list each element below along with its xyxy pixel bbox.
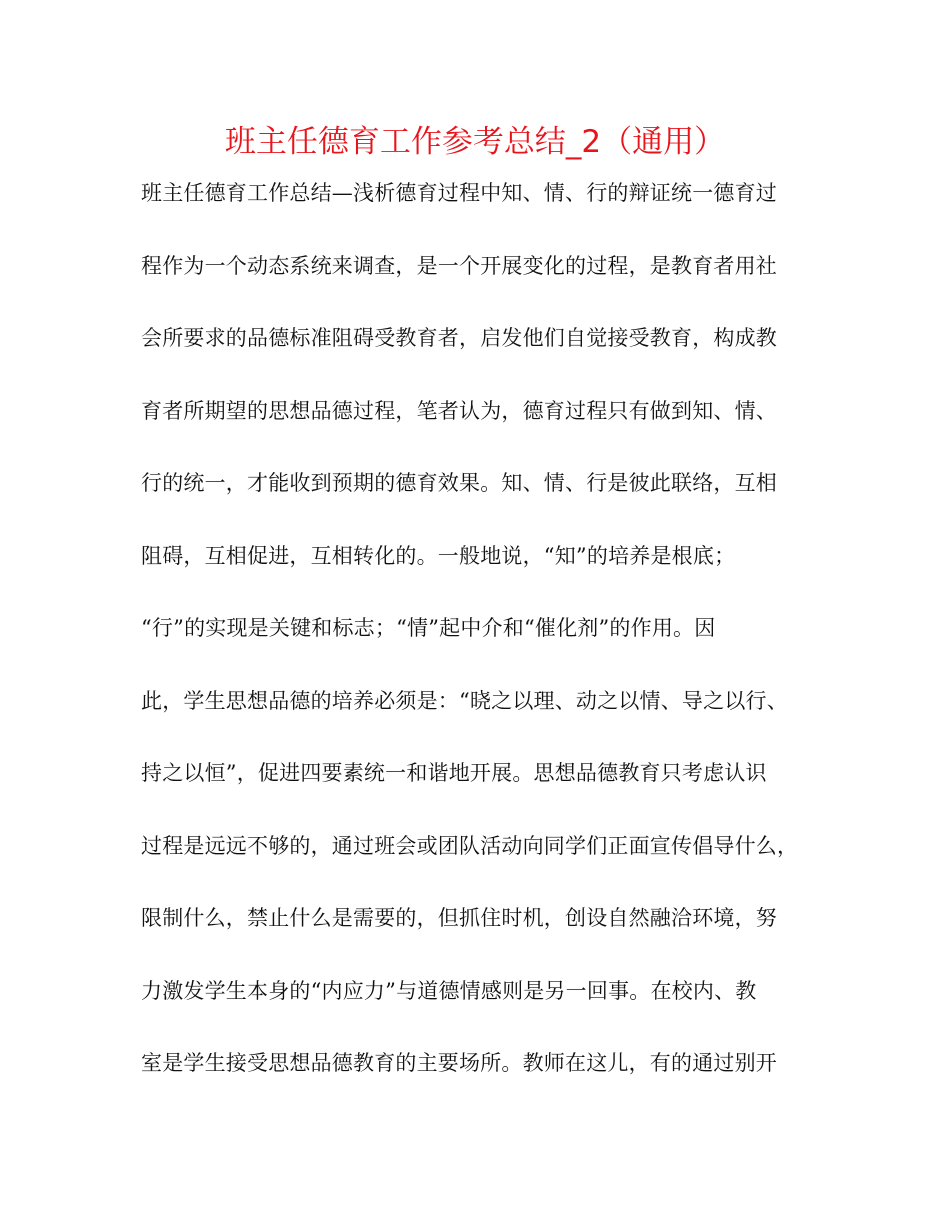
body-line-7: “行”的实现是关键和标志；“情”起中介和“催化剂”的作用。因 <box>141 616 716 640</box>
body-line-9: 持之以恒”，促进四要素统一和谐地开展。思想品德教育只考虑认识 <box>141 761 767 785</box>
body-line-8: 此，学生思想品德的培养必须是：“晓之以理、动之以情、导之以行、 <box>141 688 788 713</box>
body-line-12: 力激发学生本身的“内应力”与道德情感则是另一回事。在校内、教 <box>141 978 757 1003</box>
body-line-5: 行的统一，才能收到预期的德育效果。知、情、行是彼此联络，互相 <box>141 471 777 495</box>
body-line-4: 育者所期望的思想品德过程，笔者认为，德育过程只有做到知、情、 <box>141 398 777 423</box>
body-line-10: 过程是远远不够的，通过班会或团队活动向同学们正面宣传倡导什么， <box>141 833 799 858</box>
document-title: 班主任德育工作参考总结_2（通用） <box>224 124 726 160</box>
document-body <box>141 173 821 1116</box>
body-line-13: 室是学生接受思想品德教育的主要场所。教师在这儿，有的通过别开 <box>141 1051 777 1075</box>
body-line-11: 限制什么，禁止什么是需要的，但抓住时机，创设自然融洽环境，努 <box>141 906 777 930</box>
body-line-2: 程作为一个动态系统来调查，是一个开展变化的过程，是教育者用社 <box>141 253 777 278</box>
body-line-1: 班主任德育工作总结—浅析德育过程中知、情、行的辩证统一德育过 <box>141 181 777 205</box>
body-line-6: 阻碍，互相促进，互相转化的。一般地说，“知”的培养是根底； <box>141 543 736 568</box>
body-line-3: 会所要求的品德标准阻碍受教育者，启发他们自觉接受教育，构成教 <box>141 326 777 350</box>
